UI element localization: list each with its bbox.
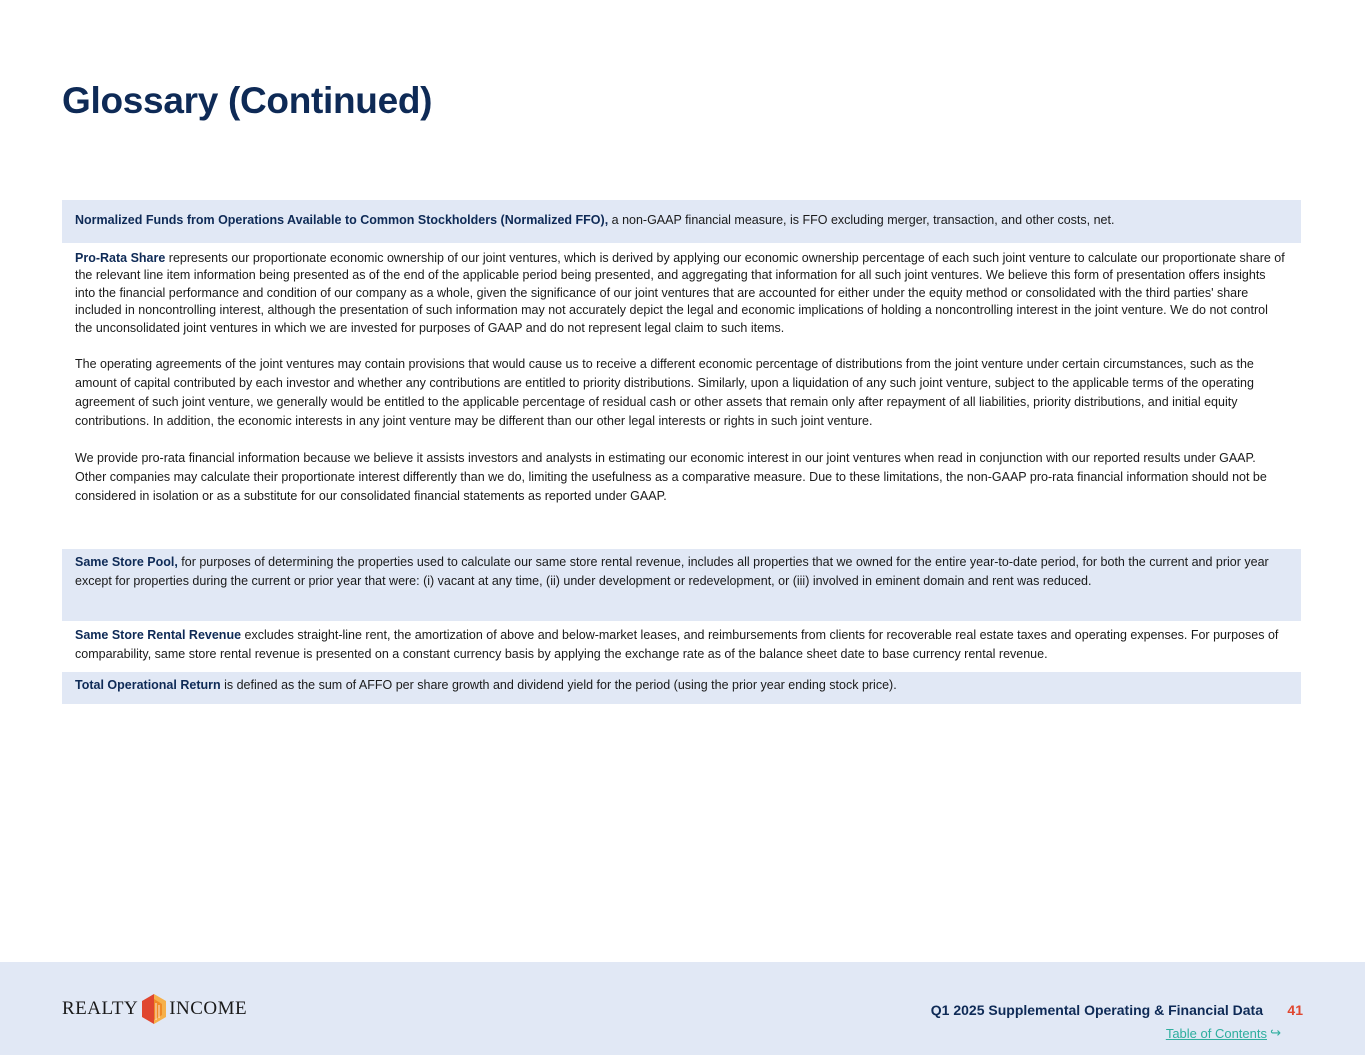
glossary-paragraph: We provide pro-rata financial information because we believe it assists investors and analysts in estimating our economic interest in our joint ventures when read in conjunction with our reported results under GAAP. Other companies may calculate their proportionate interest differently than we do, limiting the usefulness as a comparative measure. Due to these limitations, the non-GAAP pro-rata financial information should not be considered in isolation or as a substitute for our consolidated financial statements as reported under GAAP. — [75, 451, 1267, 504]
glossary-definition: for purposes of determining the properties used to calculate our same store rental revenue, includes all properties that we owned for the entire year-to-date period, for both the current and prior year except for properties during the current or prior year that were: (i) vacant at any time, (ii) under development or redevelopment, or (iii) involved in eminent domain and rent was reduced. — [75, 555, 1269, 588]
page-footer — [0, 962, 1365, 1055]
glossary-definition: excludes straight-line rent, the amortization of above and below-market leases, and reimbursements from clients for recoverable real estate taxes and operating expenses. For purposes of comparability, same store rental revenue is presented on a constant currency basis by applying the exchange rate as of the balance sheet date to base currency rental revenue. — [75, 628, 1279, 661]
glossary-list — [62, 200, 1301, 704]
entry-text — [75, 212, 1288, 229]
glossary-definition: is defined as the sum of AFFO per share growth and dividend yield for the period (using the prior year ending stock price). — [220, 678, 897, 692]
report-title: Q1 2025 Supplemental Operating & Financial Data — [930, 1002, 1263, 1018]
glossary-definition: represents our proportionate economic ownership of our joint ventures, which is derived by applying our economic ownership percentage of each such joint venture to calculate our proportionate share of the relevant line item information being presented as of the end of the applicable period being presented, and aggregating that information for all such joint ventures. We believe this form of presentation offers insights into the financial performance and condition of our company as a whole, given the significance of our joint ventures that are accounted for either under the equity method or consolidated with the third parties' share included in noncontrolling interest, although the presentation of such information may not accurately depict the legal and economic implications of holding a noncontrolling interest in the joint venture. We do not control the unconsolidated joint ventures in which we are invested for purposes of GAAP and do not represent legal claim to such items. — [75, 251, 1285, 335]
logo-text-realty: REALTY — [62, 998, 139, 1019]
logo-text-income: INCOME — [169, 998, 248, 1019]
glossary-entry-same-store-pool — [62, 549, 1301, 621]
glossary-term: Pro-Rata Share — [75, 251, 166, 265]
logo-mark-icon — [141, 993, 167, 1025]
company-logo — [62, 993, 247, 1025]
return-arrow-icon[interactable]: ↪ — [1270, 1025, 1281, 1040]
entry-text — [75, 677, 1288, 694]
table-of-contents-link[interactable]: Table of Contents — [1165, 1026, 1267, 1041]
glossary-entry-pro-rata-share — [62, 243, 1301, 549]
glossary-entry-same-store-rental-revenue — [62, 621, 1301, 672]
glossary-term: Total Operational Return — [75, 678, 221, 692]
entry-text — [75, 250, 1288, 337]
glossary-entry-total-operational-return — [62, 672, 1301, 704]
page-title: Glossary (Continued) — [62, 80, 433, 121]
glossary-paragraph: The operating agreements of the joint ventures may contain provisions that would cause us to receive a different economic percentage of distributions from the joint venture under certain circumstances, such as the amount of capital contributed by each investor and whether any contributions are entitled to priority distributions. Similarly, upon a liquidation of any such joint venture, subject to the applicable terms of the operating agreement of such joint venture, we generally would be entitled to the applicable percentage of residual cash or other assets that remain only after repayment of all liabilities, priority distributions, and initial equity contributions. In addition, the economic interests in any joint venture may be different than our other legal interests or rights in such joint venture. — [75, 357, 1254, 429]
entry-text — [75, 626, 1288, 664]
glossary-term: Same Store Rental Revenue — [75, 628, 242, 642]
glossary-term: Normalized Funds from Operations Available to Common Stockholders (Normalized FFO), — [75, 213, 609, 227]
glossary-term: Same Store Pool, — [75, 555, 178, 569]
glossary-entry-normalized-ffo — [62, 200, 1301, 243]
glossary-definition: a non-GAAP financial measure, is FFO excluding merger, transaction, and other costs, net. — [608, 213, 1115, 227]
entry-text — [75, 553, 1288, 591]
page-number: 41 — [1287, 1002, 1303, 1018]
